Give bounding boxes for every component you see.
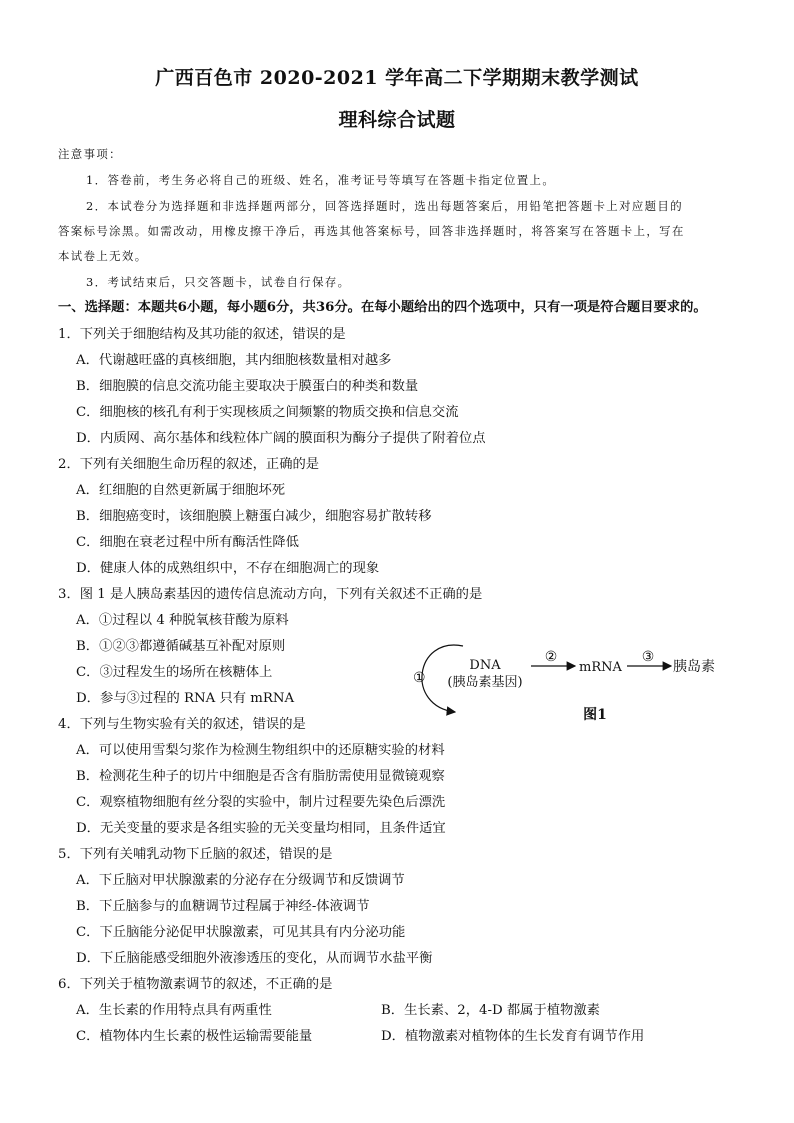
question-4-option-b: B．检测花生种子的切片中细胞是否含有脂肪需使用显微镜观察: [76, 769, 445, 784]
notice-heading: 注意事项：: [58, 147, 122, 161]
question-2-option-a: A．红细胞的自然更新属于细胞坏死: [76, 483, 286, 498]
question-6-stem: 6．下列关于植物激素调节的叙述，不正确的是: [58, 977, 333, 992]
exam-subtitle: 理科综合试题: [338, 109, 456, 131]
dna-label: DNA: [469, 658, 501, 673]
figure-1-caption: 图1: [583, 707, 607, 723]
question-6-option-b: B．生长素、2，4-D 都属于植物激素: [381, 1003, 600, 1018]
question-2-option-b: B．细胞癌变时，该细胞膜上糖蛋白减少，细胞容易扩散转移: [76, 509, 432, 524]
figure-1-diagram: [405, 636, 735, 726]
question-6-option-d: D．植物激素对植物体的生长发育有调节作用: [381, 1029, 645, 1044]
question-1-option-c: C．细胞核的核孔有利于实现核质之间频繁的物质交换和信息交流: [76, 405, 459, 420]
question-4-option-a: A．可以使用雪梨匀浆作为检测生物组织中的还原糖实验的材料: [76, 743, 445, 758]
section-heading: 一、选择题：本题共6小题，每小题6分，共36分。在每小题给出的四个选项中，只有一项是符合题目要求的。: [58, 300, 707, 315]
question-3-option-c: C．③过程发生的场所在核糖体上: [76, 665, 273, 680]
question-3-option-d: D．参与③过程的 RNA 只有 mRNA: [76, 691, 295, 706]
gene-label: (胰岛素基因): [447, 675, 523, 690]
question-2-option-c: C．细胞在衰老过程中所有酶活性降低: [76, 535, 299, 550]
question-2-option-d: D．健康人体的成熟组织中，不存在细胞凋亡的现象: [76, 561, 380, 576]
notice-item-2-line-1: 2．本试卷分为选择题和非选择题两部分，回答选择题时，选出每题答案后，用铅笔把答题卡上对应题目的: [86, 199, 684, 213]
question-6-option-a: A．生长素的作用特点具有两重性: [76, 1003, 272, 1018]
question-4-option-c: C．观察植物细胞有丝分裂的实验中，制片过程要先染色后漂洗: [76, 795, 446, 810]
process-1-label: ①: [413, 670, 426, 686]
question-5-option-b: B．下丘脑参与的血糖调节过程属于神经-体液调节: [76, 899, 370, 914]
notice-item-2-line-3: 本试卷上无效。: [58, 249, 148, 263]
question-5-stem: 5．下列有关哺乳动物下丘脑的叙述，错误的是: [58, 847, 333, 862]
process-2-label: ②: [544, 649, 558, 665]
exam-title: 广西百色市 2020-2021 学年高二下学期期末教学测试: [155, 67, 639, 89]
question-3-option-a: A．①过程以 4 种脱氧核苷酸为原料: [76, 613, 289, 628]
question-5-option-c: C．下丘脑能分泌促甲状腺激素，可见其具有内分泌功能: [76, 925, 406, 940]
question-4-option-d: D．无关变量的要求是各组实验的无关变量均相同，且条件适宜: [76, 821, 446, 836]
notice-item-3: 3．考试结束后，只交答题卡，试卷自行保存。: [86, 275, 351, 289]
question-1-option-a: A．代谢越旺盛的真核细胞，其内细胞核数量相对越多: [76, 353, 392, 368]
question-4-stem: 4．下列与生物实验有关的叙述，错误的是: [58, 717, 306, 732]
question-1-option-d: D．内质网、高尔基体和线粒体广阔的膜面积为酶分子提供了附着位点: [76, 431, 486, 446]
question-5-option-a: A．下丘脑对甲状腺激素的分泌存在分级调节和反馈调节: [76, 873, 405, 888]
process-3-label: ③: [641, 649, 655, 665]
notice-item-1: 1．答卷前，考生务必将自己的班级、姓名，准考证号等填写在答题卡指定位置上。: [86, 173, 556, 187]
insulin-label: 胰岛素: [673, 659, 715, 675]
question-5-option-d: D．下丘脑能感受细胞外液渗透压的变化，从而调节水盐平衡: [76, 951, 433, 966]
notice-item-2-line-2: 答案标号涂黑。如需改动，用橡皮擦干净后，再选其他答案标号，回答非选择题时，将答案写在答题卡上，写在: [58, 224, 685, 238]
question-1-option-b: B．细胞膜的信息交流功能主要取决于膜蛋白的种类和数量: [76, 379, 419, 394]
mrna-label: mRNA: [579, 660, 622, 675]
question-3-stem: 3．图 1 是人胰岛素基因的遗传信息流动方向，下列有关叙述不正确的是: [58, 587, 483, 602]
question-2-stem: 2．下列有关细胞生命历程的叙述，正确的是: [58, 457, 320, 472]
question-1-stem: 1．下列关于细胞结构及其功能的叙述，错误的是: [58, 327, 346, 342]
question-3-option-b: B．①②③都遵循碱基互补配对原则: [76, 639, 286, 654]
question-6-option-c: C．植物体内生长素的极性运输需要能量: [76, 1029, 313, 1044]
